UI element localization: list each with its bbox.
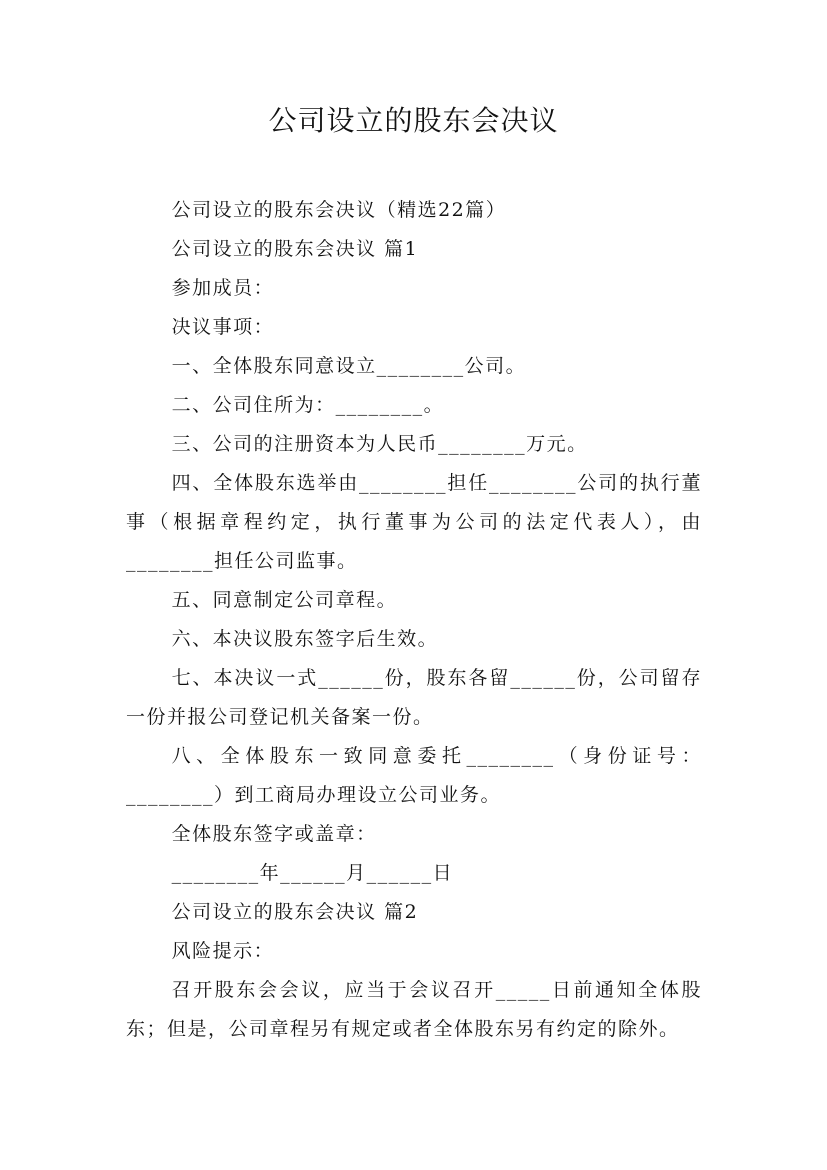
paragraph-date: ________年______月______日 <box>171 862 454 884</box>
paragraph-subtitle: 公司设立的股东会决议（精选22篇） <box>171 199 507 221</box>
paragraph-item-5: 五、同意制定公司章程。 <box>171 589 398 611</box>
paragraph-item-4: 四、全体股东选举由________担任________公司的执行董事（根据章程约定，执行董事为公司的法定代表人），由________担任公司监事。 <box>126 472 702 572</box>
paragraph-risk-warning: 风险提示： <box>171 940 275 962</box>
paragraph-resolution-items: 决议事项： <box>171 316 275 338</box>
paragraph-item-3: 三、公司的注册资本为人民币________万元。 <box>171 433 588 455</box>
paragraph-item-6: 六、本决议股东签字后生效。 <box>171 628 439 650</box>
paragraph-section-heading-2: 公司设立的股东会决议 篇2 <box>171 901 419 923</box>
paragraph-section-heading-1: 公司设立的股东会决议 篇1 <box>171 238 419 260</box>
paragraph-meeting-notice: 召开股东会会议，应当于会议召开_____日前通知全体股东；但是，公司章程另有规定或者全体股东另有约定的除外。 <box>126 979 702 1040</box>
paragraph-item-7: 七、本决议一式______份，股东各留______份，公司留存一份并报公司登记机关备案一份。 <box>126 667 702 728</box>
paragraph-participants: 参加成员： <box>171 277 275 299</box>
paragraph-item-2: 二、公司住所为：________。 <box>171 394 445 416</box>
paragraph-signature: 全体股东签字或盖章： <box>171 823 377 845</box>
paragraph-item-1: 一、全体股东同意设立________公司。 <box>171 355 527 377</box>
paragraph-item-8: 八、全体股东一致同意委托________（身份证号：________）到工商局办理设立公司业务。 <box>126 745 702 806</box>
document-body <box>126 191 702 1049</box>
document-title: 公司设立的股东会决议 <box>268 104 559 137</box>
